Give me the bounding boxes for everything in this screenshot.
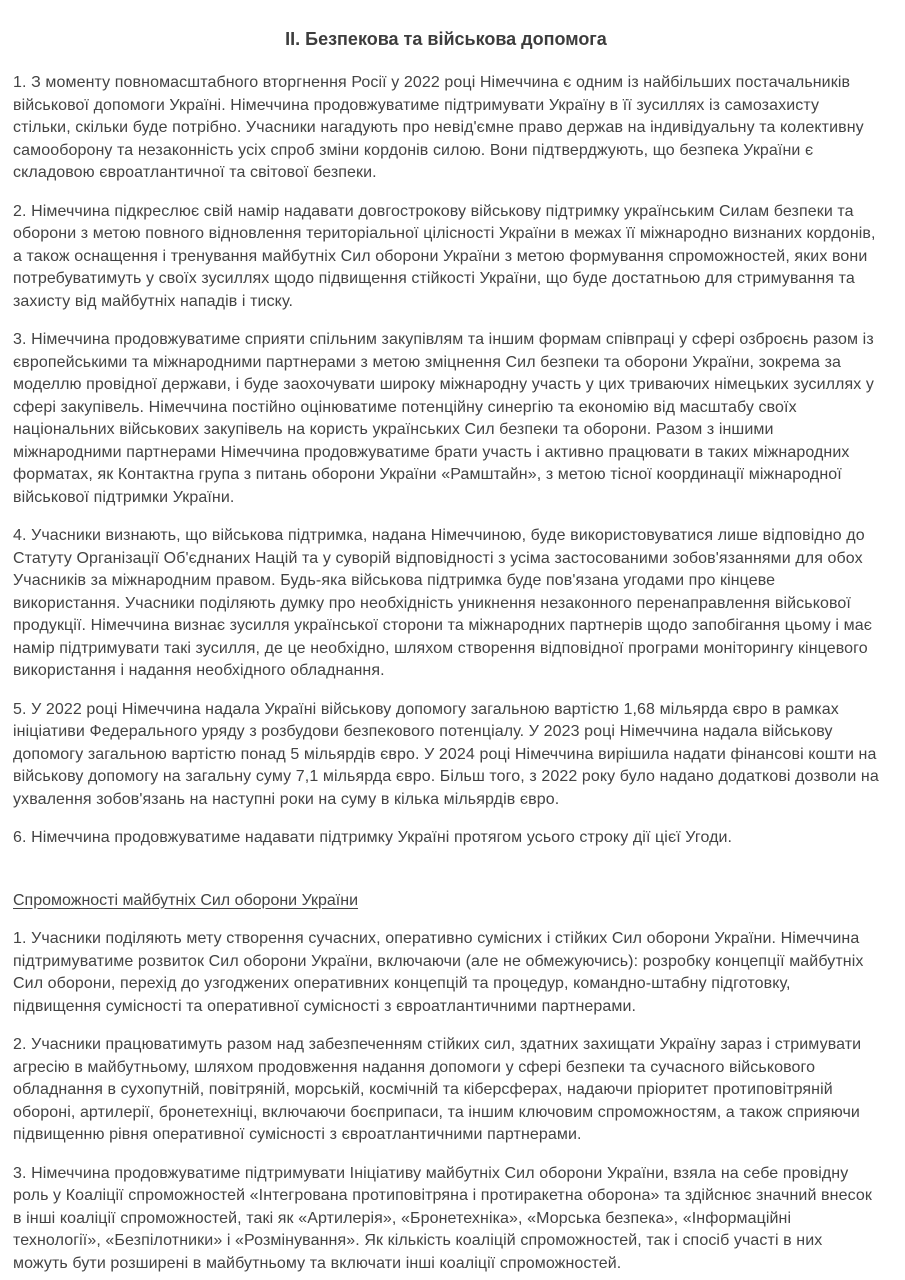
section-paragraph-1: 1. Учасники поділяють мету створення сучасних, оперативно сумісних і стійких Сил оборони України. Німеччина підтримуватиме розвиток Сил оборони України, включаючи (але не обмежуючись): розробку концепції майбутніх Сил оборони, перехід до узгоджених оперативних концепцій та процедур, командно-штабну підготовку, підвищення сумісності та оперативної сумісності з євроатлантичними партнерами. bbox=[13, 930, 864, 1015]
section-heading: Спроможності майбутніх Сил оборони України bbox=[13, 891, 359, 909]
document-title: II. Безпекова та військова допомога bbox=[285, 29, 607, 49]
paragraph-6: 6. Німеччина продовжуватиме надавати підтримку Україні протягом усього строку дії цієї Угоди. bbox=[13, 829, 733, 846]
paragraph-5: 5. У 2022 році Німеччина надала Україні військову допомогу загальною вартістю 1,68 мільярда євро в рамках ініціативи Федерального уряду з розбудови безпекового потенціалу. У 2023 році Німеччина надала військову допомогу загальною вартістю понад 5 мільярдів євро. У 2024 році Німеччина вирішила надати фінансові кошти на військову допомогу на загальну суму 7,1 мільярда євро. Більш того, з 2022 року було надано додаткові дозволи на ухвалення зобов'язань на наступні роки на суму в кілька мільярдів євро. bbox=[13, 700, 879, 808]
paragraph-3: 3. Німеччина продовжуватиме сприяти спільним закупівлям та іншим формам співпраці у сфері озброєнь разом із європейськими та міжнародними партнерами з метою зміцнення Сил безпеки та оборони України, зокрема за моделлю провідної держави, і буде заохочувати широку міжнародну участь у цих триваючих німецьких зусиллях у сфері закупівель. Німеччина постійно оцінюватиме потенційну синергію та економію від масштабу своїх національних військових закупівель на користь українських Сил безпеки та оборони. Разом з іншими міжнародними партнерами Німеччина продовжуватиме брати участь і активно працювати в таких міжнародних форматах, як Контактна група з питань оборони України «Рамштайн», з метою тісної координації міжнародної військової підтримки України. bbox=[13, 331, 875, 506]
section-paragraph-3: 3. Німеччина продовжуватиме підтримувати Ініціативу майбутніх Сил оборони України, взяла на себе провідну роль у Коаліції спроможностей «Інтегрована протиповітряна і протиракетна оборона» та здійснює значний внесок в інші коаліції спроможностей, такі як «Артилерія», «Бронетехніка», «Морська безпека», «Інформаційні технології», «Безпілотники» і «Розмінування». Як кількість коаліцій спроможностей, так і спосіб участі в них можуть бути розширені в майбутньому та включати інші коаліції спроможностей. bbox=[13, 1164, 872, 1272]
paragraph-2: 2. Німеччина підкреслює свій намір надавати довгострокову військову підтримку українським Силам безпеки та оборони з метою повного відновлення територіальної цілісності України в межах її міжнародно визнаних кордонів, а також оснащення і тренування майбутніх Сил оборони України з метою формування спроможностей, яких вони потребуватимуть у своїх зусиллях щодо підвищення стійкості України, що буде достатньою для стримування та захисту від майбутніх нападів і тиску. bbox=[13, 202, 876, 310]
section-paragraph-2: 2. Учасники працюватимуть разом над забезпеченням стійких сил, здатних захищати Україну зараз і стримувати агресію в майбутньому, шляхом продовження надання допомоги у сфері безпеки та сучасного військового обладнання в сухопутній, повітряній, морській, космічній та кіберсферах, надаючи пріоритет протиповітряній обороні, артилерії, бронетехніці, включаючи боєприпаси, та іншим ключовим спроможностям, а також сприяючи підвищенню рівня оперативної сумісності з євроатлантичними партнерами. bbox=[13, 1036, 862, 1143]
paragraph-4: 4. Учасники визнають, що військова підтримка, надана Німеччиною, буде використовуватися лише відповідно до Статуту Організації Об'єднаних Націй та у суворій відповідності з усіма застосованими зобов'язаннями для обох Учасників за міжнародним правом. Будь-яка військова підтримка буде пов'язана угодами про кінцеве використання. Учасники поділяють думку про необхідність уникнення незаконного перенаправлення військової продукції. Німеччина визнає зусилля української сторони та міжнародних партнерів щодо запобігання цьому і має намір підтримувати такі зусилля, де це необхідно, шляхом створення відповідної програми моніторингу кінцевого використання і надання необхідного обладнання. bbox=[13, 527, 872, 679]
paragraph-1: 1. З моменту повномасштабного вторгнення Росії у 2022 році Німеччина є одним із найбільших постачальників військової допомоги Україні. Німеччина продовжуватиме підтримувати Україну в її зусиллях із самозахисту стільки, скільки буде потрібно. Учасники нагадують про невід'ємне право держав на індивідуальну та колективну самооборону та незаконність усіх спроб зміни кордонів силою. Вони підтверджують, що безпека України є складовою євроатлантичної та світової безпеки. bbox=[13, 74, 864, 181]
